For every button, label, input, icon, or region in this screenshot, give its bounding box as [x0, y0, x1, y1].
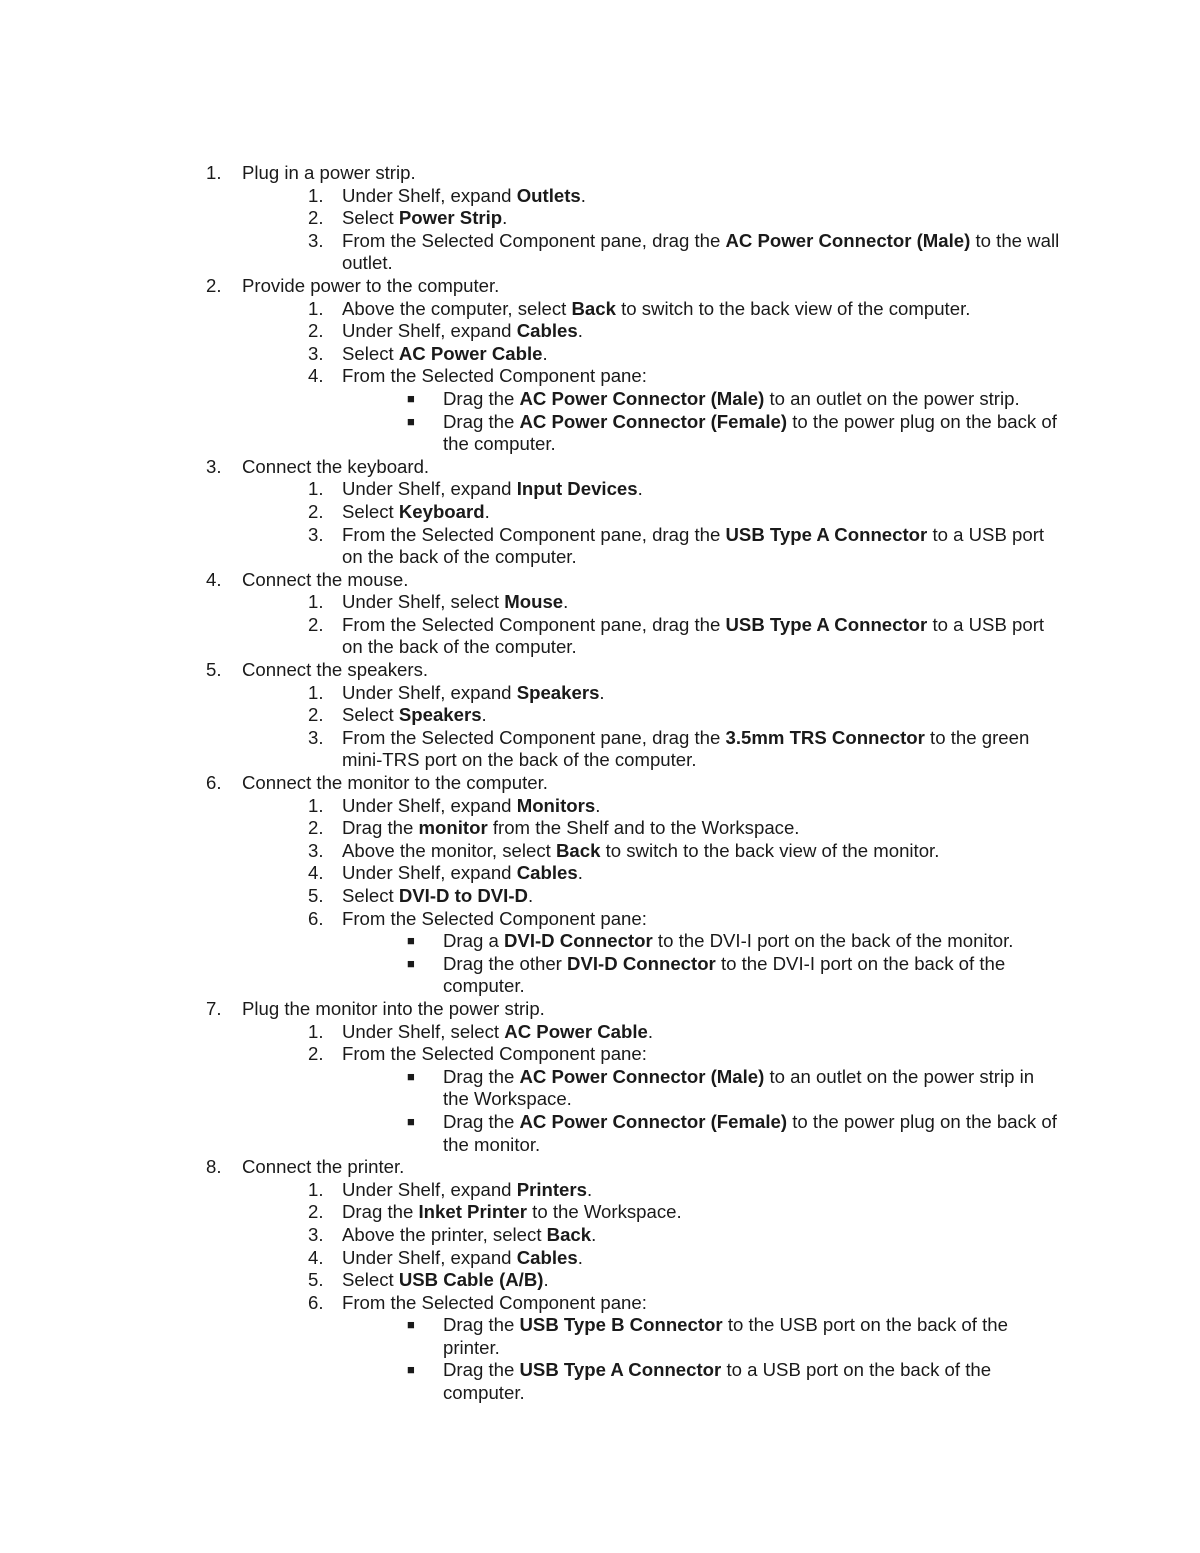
step-number: 1. [206, 162, 222, 183]
text-run: to the power plug on the back of the monitor. [443, 1110, 1057, 1155]
substep [0, 1224, 1200, 1247]
text-run: . [543, 1269, 549, 1291]
substep-number: 2. [308, 613, 324, 635]
text-run: From the Selected Component pane: [342, 1291, 647, 1313]
text-run: . [647, 1020, 654, 1042]
text-run: . [563, 591, 569, 613]
substep [0, 1043, 1200, 1066]
substep-number: 1. [308, 184, 324, 206]
bold-term: Inket Printer [418, 1201, 527, 1223]
text-run: to switch to the back view of the monitor. [600, 839, 940, 861]
text-run: Select [342, 885, 399, 906]
text-run: From the Selected Component pane, drag the [342, 726, 726, 748]
text-run: From the Selected Component pane, drag the [342, 523, 726, 545]
text-run: From the Selected Component pane, drag the [342, 613, 726, 635]
bold-term: USB Type B Connector [519, 1314, 723, 1336]
square-bullet-icon: ■ [407, 390, 415, 406]
bold-term: Power Strip [398, 207, 503, 229]
step-text: Connect the printer. [242, 1156, 405, 1178]
text-run: Under Shelf, expand [342, 320, 517, 342]
text-run: Drag the other [443, 952, 568, 974]
step-6 [0, 772, 1200, 795]
text-run: Above the monitor, select [342, 839, 556, 861]
bold-term: Back [546, 1223, 592, 1245]
bold-term: Keyboard [398, 500, 485, 522]
text-run: From the Selected Component pane: [342, 907, 647, 929]
substep-number: 5. [308, 1269, 324, 1291]
bullet-item [0, 953, 1200, 998]
text-run: . [591, 1223, 597, 1245]
substep-number: 3. [308, 342, 324, 364]
substep-number: 3. [308, 229, 324, 251]
text-run: Drag the [443, 1359, 520, 1381]
text-run: . [595, 794, 601, 816]
bullet-item [0, 1111, 1200, 1156]
square-bullet-icon: ■ [407, 1362, 415, 1378]
bold-term: DVI-D Connector [567, 952, 716, 974]
text-run: Under Shelf, expand [342, 184, 517, 206]
step-number: 4. [206, 568, 222, 590]
bold-term: Back [555, 839, 601, 861]
text-run: to the USB port on the back of the printer. [443, 1314, 1008, 1358]
step-5 [0, 659, 1200, 682]
substep [0, 885, 1200, 908]
step-text: Connect the monitor to the computer. [242, 772, 548, 794]
text-run: to the DVI-I port on the back of the computer. [443, 952, 1006, 997]
bold-term: AC Power Connector (Male) [519, 387, 765, 409]
substep-number: 2. [308, 1043, 324, 1065]
bold-term: Back [571, 297, 616, 319]
substep-number: 1. [308, 794, 324, 816]
step-number: 2. [206, 274, 222, 296]
bullet-item [0, 930, 1200, 953]
step-number: 8. [206, 1156, 222, 1178]
text-run: to the green mini-TRS port on the back of the computer. [342, 726, 1030, 771]
substep [0, 908, 1200, 931]
text-run: Drag the [443, 1110, 520, 1132]
bullet-item [0, 1359, 1200, 1404]
bold-term: 3.5mm TRS Connector [725, 726, 925, 748]
text-run: Under Shelf, expand [342, 794, 517, 816]
bold-term: Cables [516, 862, 578, 884]
substep-number: 1. [308, 1020, 324, 1042]
step-4 [0, 569, 1200, 592]
text-run: Under Shelf, expand [342, 862, 517, 884]
substep [0, 365, 1200, 388]
substep [0, 682, 1200, 705]
text-run: From the Selected Component pane: [342, 365, 647, 387]
text-run: Drag the [443, 410, 520, 432]
text-run: . [586, 1178, 593, 1200]
substep-number: 3. [308, 1223, 324, 1245]
substep [0, 185, 1200, 208]
substep [0, 795, 1200, 818]
text-run: Drag the [342, 1201, 419, 1223]
step-number: 3. [206, 455, 222, 477]
bold-term: Cables [516, 320, 578, 342]
text-run: to the Workspace. [526, 1201, 682, 1223]
step-text: Provide power to the computer. [242, 274, 500, 296]
step-8 [0, 1156, 1200, 1179]
substep [0, 817, 1200, 840]
bold-term: Speakers [516, 681, 600, 703]
text-run: Drag the [443, 1314, 520, 1336]
bold-term: AC Power Connector (Male) [519, 1065, 765, 1087]
bold-term: Monitors [516, 794, 596, 816]
bold-term: AC Power Connector (Female) [519, 1110, 788, 1132]
text-run: Drag the [443, 387, 520, 409]
text-run: Select [342, 704, 399, 726]
substep [0, 1201, 1200, 1224]
bold-term: DVI-D Connector [503, 930, 653, 952]
step-text: Connect the speakers. [242, 659, 429, 681]
bold-term: AC Power Connector (Male) [725, 229, 971, 251]
step-2 [0, 275, 1200, 298]
text-run: to the DVI-I port on the back of the monitor. [652, 930, 1014, 952]
substep [0, 1292, 1200, 1315]
text-run: Above the computer, select [342, 297, 572, 319]
text-run: . [481, 704, 487, 726]
bold-term: Mouse [504, 591, 564, 613]
substep-number: 3. [308, 839, 324, 861]
substep-number: 3. [308, 523, 324, 545]
text-run: Under Shelf, select [342, 1020, 505, 1042]
text-run: . [577, 320, 583, 342]
text-run: Drag the [342, 817, 419, 839]
bullet-item [0, 411, 1200, 456]
square-bullet-icon: ■ [407, 1113, 415, 1129]
text-run: . [577, 1246, 583, 1268]
text-run: to an outlet on the power strip. [764, 387, 1020, 409]
square-bullet-icon: ■ [407, 933, 415, 949]
substep-number: 1. [308, 681, 324, 703]
bold-term: DVI-D to DVI-D [398, 885, 528, 906]
text-run: to a USB port on the back of the computer. [342, 613, 1045, 658]
substep [0, 1269, 1200, 1292]
substep-number: 1. [308, 1178, 324, 1200]
substep [0, 343, 1200, 366]
text-run: Under Shelf, expand [342, 1178, 517, 1200]
text-run: Under Shelf, expand [342, 1246, 517, 1268]
bold-term: AC Power Cable [398, 342, 543, 364]
bullet-item [0, 388, 1200, 411]
text-run: From the Selected Component pane, drag the [342, 229, 726, 251]
text-run: Drag the [443, 1065, 520, 1087]
step-text: Connect the keyboard. [242, 455, 430, 477]
substep [0, 1179, 1200, 1202]
step-text: Connect the mouse. [242, 568, 409, 590]
substep [0, 207, 1200, 230]
substep [0, 320, 1200, 343]
text-run: . [542, 342, 548, 364]
substep-number: 4. [308, 365, 324, 387]
text-run: Select [342, 500, 399, 522]
substep [0, 727, 1200, 772]
bold-term: USB Type A Connector [725, 523, 928, 545]
bold-term: Speakers [398, 704, 482, 726]
bold-term: Cables [516, 1246, 578, 1268]
text-run: to switch to the back view of the computer. [615, 297, 971, 319]
substep-number: 4. [308, 862, 324, 884]
substep-number: 1. [308, 591, 324, 613]
text-run: . [599, 681, 605, 703]
bold-term: USB Type A Connector [725, 613, 928, 635]
bold-term: USB Cable (A/B) [398, 1269, 544, 1291]
text-run: Select [342, 342, 399, 364]
substep [0, 298, 1200, 321]
step-number: 6. [206, 772, 222, 794]
text-run: Under Shelf, expand [342, 478, 517, 500]
bold-term: AC Power Connector (Female) [519, 410, 788, 432]
substep-number: 5. [308, 885, 324, 906]
text-run: to a USB port on the back of the computer. [342, 523, 1045, 568]
substep [0, 478, 1200, 501]
text-run: to the wall outlet. [342, 229, 1060, 274]
substep-number: 1. [308, 478, 324, 500]
text-run: . [484, 500, 490, 522]
substep-number: 6. [308, 1291, 324, 1313]
text-run: to a USB port on the back of the computer. [443, 1359, 992, 1404]
step-text: Plug in a power strip. [242, 162, 416, 183]
text-run: Select [342, 207, 399, 229]
text-run: . [577, 862, 583, 884]
text-run: to an outlet on the power strip in the Workspace. [443, 1065, 1035, 1110]
step-text: Plug the monitor into the power strip. [242, 997, 545, 1019]
instructions-document [0, 162, 1200, 1405]
bold-term: AC Power Cable [504, 1020, 648, 1042]
substep-number: 3. [308, 726, 324, 748]
step-number: 7. [206, 997, 222, 1019]
step-1 [0, 162, 1200, 185]
substep-number: 2. [308, 500, 324, 522]
substep [0, 501, 1200, 524]
text-run: Select [342, 1269, 399, 1291]
substep-number: 2. [308, 817, 324, 839]
text-run: Above the printer, select [342, 1223, 547, 1245]
square-bullet-icon: ■ [407, 1068, 415, 1084]
square-bullet-icon: ■ [407, 1317, 415, 1333]
text-run: from the Shelf and to the Workspace. [487, 817, 800, 839]
bold-term: Input Devices [516, 478, 638, 500]
bullet-item [0, 1066, 1200, 1111]
text-run: . [502, 207, 508, 229]
substep-number: 4. [308, 1246, 324, 1268]
text-run: . [580, 184, 586, 206]
step-3 [0, 456, 1200, 479]
text-run: to the power plug on the back of the computer. [443, 410, 1057, 455]
substep-number: 2. [308, 207, 324, 229]
substep-number: 2. [308, 320, 324, 342]
substep [0, 614, 1200, 659]
bold-term: USB Type A Connector [519, 1359, 722, 1381]
step-number: 5. [206, 659, 222, 681]
bold-term: Printers [516, 1178, 587, 1200]
square-bullet-icon: ■ [407, 955, 415, 971]
substep-number: 1. [308, 297, 324, 319]
substep-number: 2. [308, 1201, 324, 1223]
text-run: Drag a [443, 930, 504, 952]
text-run: . [527, 885, 534, 906]
substep [0, 862, 1200, 885]
substep [0, 704, 1200, 727]
substep [0, 1247, 1200, 1270]
text-run: . [637, 478, 643, 500]
text-run: Under Shelf, select [342, 591, 505, 613]
bullet-item [0, 1314, 1200, 1359]
step-7 [0, 998, 1200, 1021]
substep-number: 6. [308, 907, 324, 929]
text-run: From the Selected Component pane: [342, 1043, 647, 1065]
bold-term: Outlets [516, 184, 581, 206]
substep [0, 230, 1200, 275]
substep [0, 524, 1200, 569]
square-bullet-icon: ■ [407, 413, 415, 429]
substep-number: 2. [308, 704, 324, 726]
bold-term: monitor [418, 817, 488, 839]
text-run: Under Shelf, expand [342, 681, 517, 703]
substep [0, 1021, 1200, 1044]
substep [0, 591, 1200, 614]
substep [0, 840, 1200, 863]
